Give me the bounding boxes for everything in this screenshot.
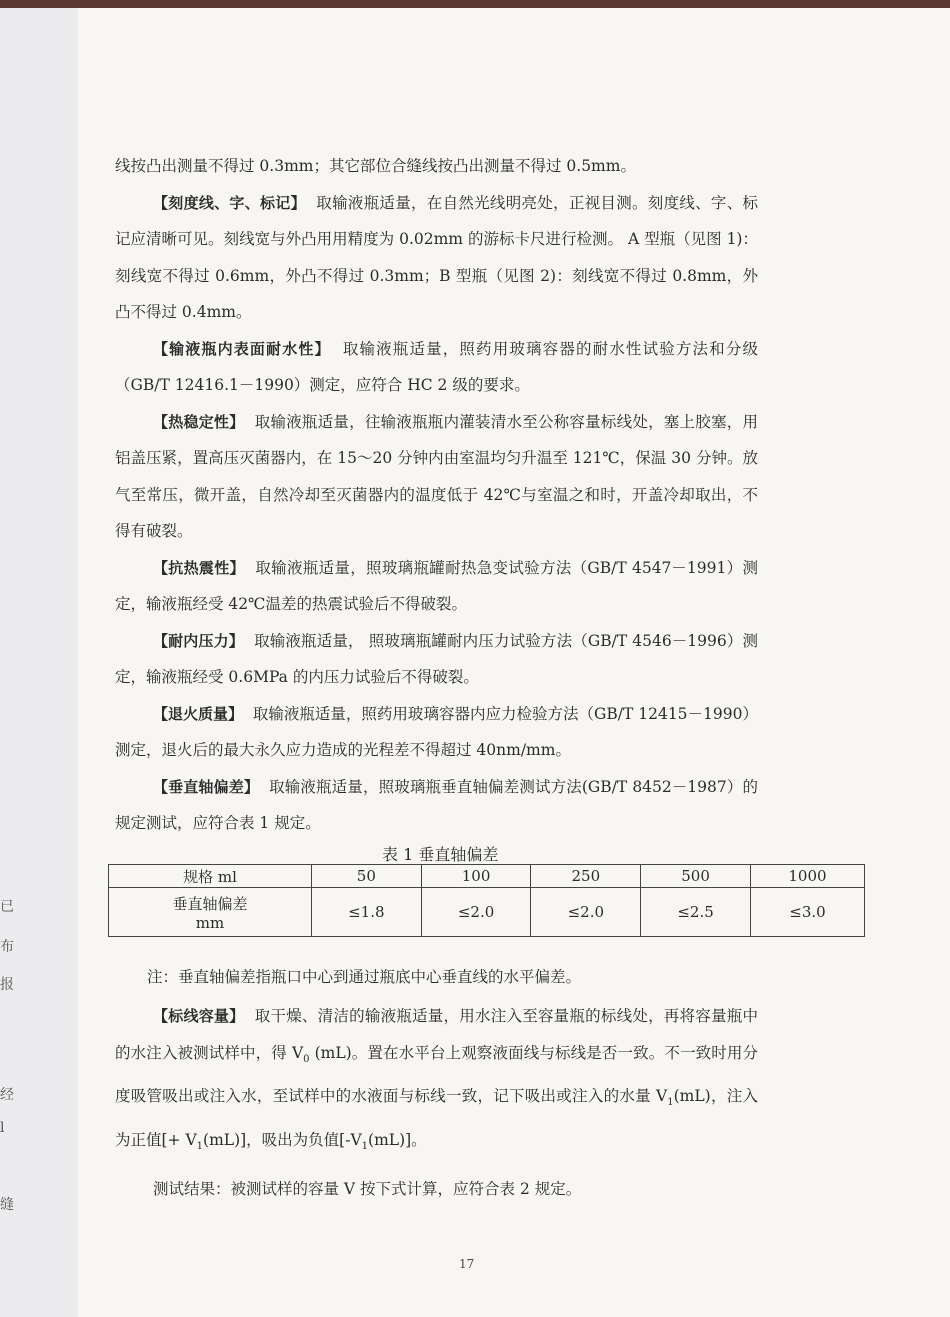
section-heading: 【垂直轴偏差】: [153, 777, 259, 796]
paragraph-cont: 线按凸出测量不得过 0.3mm；其它部位合缝线按凸出测量不得过 0.5mm。: [115, 157, 636, 175]
bleed-char: 经: [0, 1087, 14, 1103]
paragraph-axis-deviation: 【垂直轴偏差】 取输液瓶适量，照玻璃瓶垂直轴偏差测试方法(GB/T 8452－1987）的规定测试，应符合表 1 规定。: [115, 777, 758, 832]
table-header-row: [109, 865, 865, 888]
page-number: 17: [459, 1257, 475, 1271]
paragraph-marked-capacity: 【标线容量】 取干燥、清洁的输液瓶适量，用水注入至容量瓶的标线处，再将容量瓶中的水注入被测试样中，得 $V_0$ (mL)。置在水平台上观察液面线与标线是否一致。不一致时用分度吸管吸出或注入水，至试样中的水液面与标线一致，记下吸出或注入的水量 $V_1(mL)$，注入为正值[+ $V_1(mL)$]，吸出为负值$[-V_1(mL)]$。: [115, 1007, 758, 1152]
bleed-char: 已: [0, 899, 14, 915]
table-cell: 50: [311, 865, 421, 888]
paragraph-marking: 【刻度线、字、标记】 取输液瓶适量，在自然光线明亮处，正视目测。刻度线、字、标记应清晰可见。刻线宽与外凸用用精度为 0.02mm 的游标卡尺进行检测。 A 型瓶（见图 1)：刻线宽不得过 0.6mm，外凸不得过 0.3mm；B 型瓶（见图 2)：刻线宽不得过 0.8mm，外凸不得过 0.4mm。: [115, 193, 758, 321]
section-heading: 【抗热震性】: [153, 558, 245, 577]
section-heading: 【输液瓶内表面耐水性】: [153, 339, 331, 358]
table-caption: 表 1 垂直轴偏差: [382, 845, 499, 864]
table-cell: ≤2.0: [531, 888, 641, 937]
bleed-char: 报: [0, 977, 14, 993]
paragraph-thermal-stability: 【热稳定性】 取输液瓶适量，往输液瓶瓶内灌装清水至公称容量标线处，塞上胶塞，用铝盖压紧，置高压灭菌器内，在 15～20 分钟内由室温均匀升温至 121℃，保温 30 分钟。放气至常压，微开盖，自然冷却至灭菌器内的温度低于 42℃与室温之和时，开盖冷却取出，不得有破裂。: [115, 412, 758, 540]
bleed-char: 缝: [0, 1197, 14, 1213]
section-heading: 【退火质量】: [153, 704, 244, 723]
table-note: 注：垂直轴偏差指瓶口中心到通过瓶底中心垂直线的水平偏差。: [147, 968, 582, 986]
table-cell: ≤1.8: [311, 888, 421, 937]
table-cell: 100: [421, 865, 531, 888]
bleed-char: l: [0, 1120, 5, 1136]
table-cell: ≤2.0: [421, 888, 531, 937]
table-row-label: 垂直轴偏差 mm: [109, 888, 312, 937]
table-cell: 250: [531, 865, 641, 888]
left-page-margin: [0, 8, 78, 1317]
section-heading: 【标线容量】: [153, 1007, 245, 1025]
paragraph-internal-pressure: 【耐内压力】 取输液瓶适量， 照玻璃瓶罐耐内压力试验方法（GB/T 4546－1996）测定，输液瓶经受 0.6MPa 的内压力试验后不得破裂。: [115, 631, 758, 686]
section-heading: 【耐内压力】: [153, 631, 244, 650]
table-cell: ≤3.0: [750, 888, 864, 937]
table-cell: 500: [641, 865, 751, 888]
paragraph-result: 测试结果：被测试样的容量 V 按下式计算，应符合表 2 规定。: [153, 1180, 582, 1199]
section-heading: 【热稳定性】: [153, 412, 245, 431]
body-text-block: [115, 148, 758, 842]
scan-top-band: [0, 0, 950, 8]
paragraph-thermal-shock: 【抗热震性】 取输液瓶适量，照玻璃瓶罐耐热急变试验方法（GB/T 4547－1991）测定，输液瓶经受 42℃温差的热震试验后不得破裂。: [115, 558, 758, 613]
bleed-char: 布: [0, 939, 14, 955]
axis-deviation-table: [108, 864, 865, 937]
paragraph-water-resistance: 【输液瓶内表面耐水性】 取输液瓶适量，照药用玻璃容器的耐水性试验方法和分级（GB/T 12416.1－1990）测定，应符合 HC 2 级的要求。: [115, 339, 758, 394]
body-text-block-2: [115, 998, 758, 1208]
section-heading: 【刻度线、字、标记】: [153, 193, 306, 212]
table-row: [109, 888, 865, 937]
paragraph-annealing: 【退火质量】 取输液瓶适量，照药用玻璃容器内应力检验方法（GB/T 12415－1990）测定，退火后的最大永久应力造成的光程差不得超过 40nm/mm。: [115, 704, 758, 759]
table-cell: ≤2.5: [641, 888, 751, 937]
table-cell: 1000: [750, 865, 864, 888]
table-header-label: 规格 ml: [109, 865, 312, 888]
